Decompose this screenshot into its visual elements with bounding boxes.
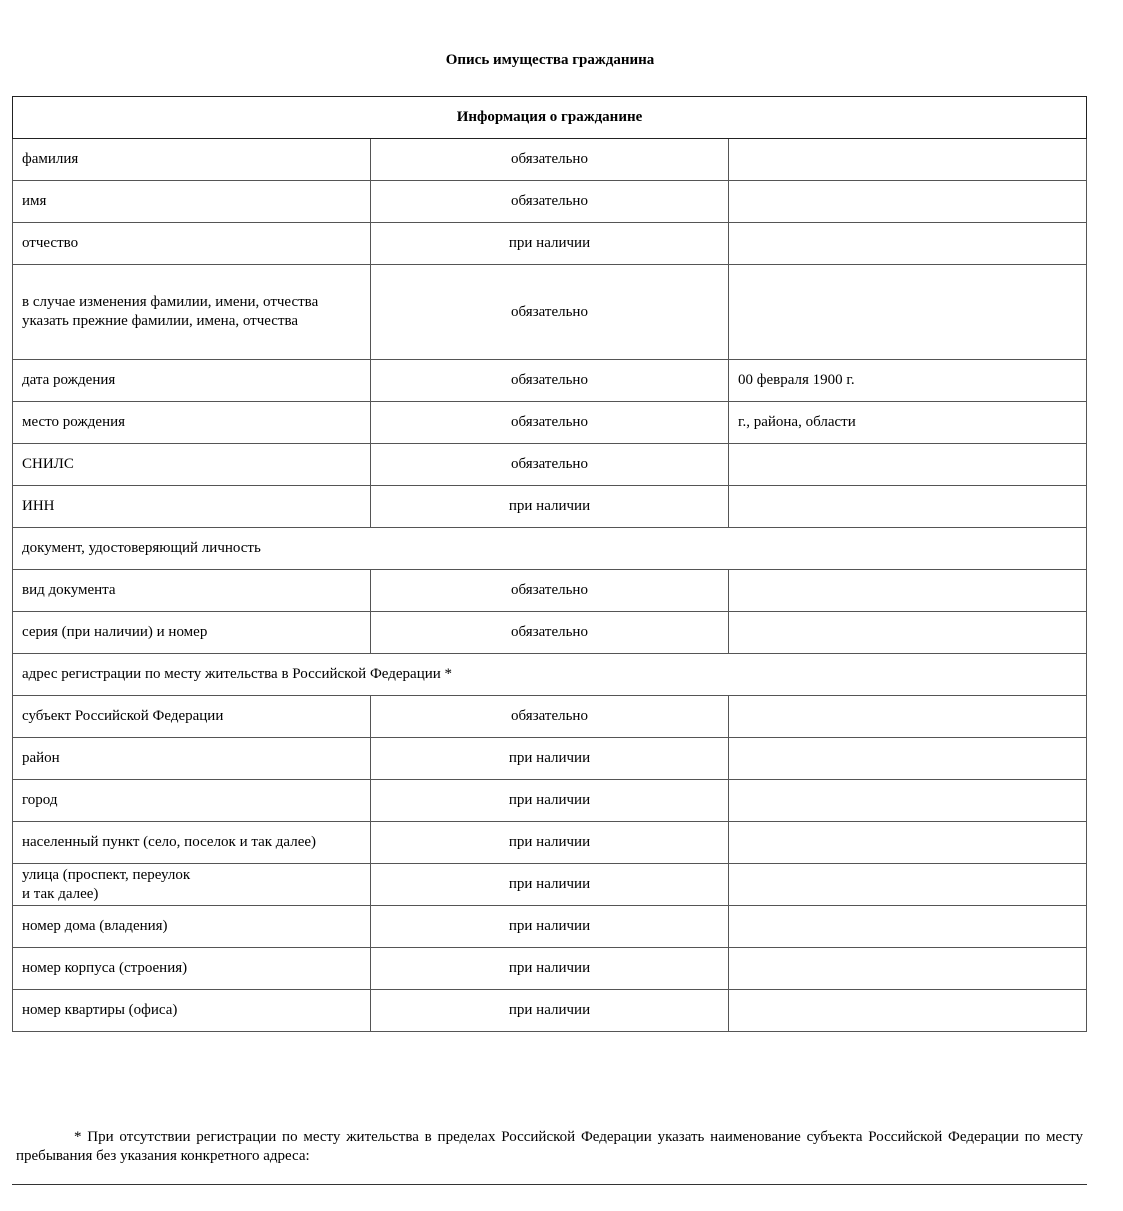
requirement-label: при наличии <box>371 780 729 822</box>
requirement-label: обязательно <box>371 696 729 738</box>
signature-line <box>12 1184 1087 1185</box>
requirement-label: при наличии <box>371 486 729 528</box>
field-row <box>13 864 1087 906</box>
requirement-label: обязательно <box>371 265 729 360</box>
requirement-label: при наличии <box>371 864 729 906</box>
requirement-label: при наличии <box>371 822 729 864</box>
field-row <box>13 990 1087 1032</box>
field-value[interactable] <box>729 223 1087 265</box>
requirement-label: при наличии <box>371 948 729 990</box>
field-value[interactable] <box>729 822 1087 864</box>
field-label: отчество <box>13 223 371 265</box>
subsection-label: адрес регистрации по месту жительства в Российской Федерации * <box>13 654 1087 696</box>
field-value[interactable] <box>729 990 1087 1032</box>
requirement-label: при наличии <box>371 906 729 948</box>
field-row <box>13 612 1087 654</box>
field-row <box>13 223 1087 265</box>
field-row <box>13 738 1087 780</box>
subsection-row <box>13 654 1087 696</box>
field-row <box>13 139 1087 181</box>
requirement-label: обязательно <box>371 444 729 486</box>
field-value[interactable] <box>729 139 1087 181</box>
field-label: ИНН <box>13 486 371 528</box>
field-label-line: и так далее) <box>22 885 99 902</box>
subsection-label: документ, удостоверяющий личность <box>13 528 1087 570</box>
field-label: город <box>13 780 371 822</box>
field-row <box>13 696 1087 738</box>
field-row <box>13 444 1087 486</box>
field-label: фамилия <box>13 139 371 181</box>
document-title: Опись имущества гражданина <box>445 52 655 68</box>
field-value[interactable] <box>729 265 1087 360</box>
field-label <box>13 864 371 906</box>
field-value[interactable]: 00 февраля 1900 г. <box>729 360 1087 402</box>
footnote: * При отсутствии регистрации по месту жительства в пределах Российской Федерации указать наименование субъекта Российской Федерации по месту пребывания без указания конкретного адреса: <box>16 1129 1083 1164</box>
field-value[interactable] <box>729 486 1087 528</box>
field-row <box>13 486 1087 528</box>
field-label: дата рождения <box>13 360 371 402</box>
field-label: субъект Российской Федерации <box>13 696 371 738</box>
field-value[interactable] <box>729 612 1087 654</box>
section-header: Информация о гражданине <box>13 97 1087 139</box>
field-value[interactable] <box>729 864 1087 906</box>
field-label-line: в случае изменения фамилии, имени, отчества <box>22 294 319 310</box>
requirement-label: обязательно <box>371 139 729 181</box>
section-header-row <box>13 97 1087 139</box>
field-value[interactable] <box>729 181 1087 223</box>
field-label: СНИЛС <box>13 444 371 486</box>
field-label <box>13 265 371 360</box>
field-row <box>13 780 1087 822</box>
field-label: имя <box>13 181 371 223</box>
field-row <box>13 948 1087 990</box>
field-value[interactable] <box>729 444 1087 486</box>
field-label: номер корпуса (строения) <box>13 948 371 990</box>
field-value[interactable] <box>729 570 1087 612</box>
field-label: номер дома (владения) <box>13 906 371 948</box>
field-label: район <box>13 738 371 780</box>
citizen-info-table <box>12 96 1087 1032</box>
field-row <box>13 906 1087 948</box>
field-label: серия (при наличии) и номер <box>13 612 371 654</box>
requirement-label: обязательно <box>371 612 729 654</box>
field-row <box>13 265 1087 360</box>
field-row <box>13 402 1087 444</box>
field-label-line: указать прежние фамилии, имена, отчества <box>22 313 299 329</box>
requirement-label: обязательно <box>371 181 729 223</box>
requirement-label: при наличии <box>371 990 729 1032</box>
field-label: вид документа <box>13 570 371 612</box>
field-row <box>13 822 1087 864</box>
field-label: номер квартиры (офиса) <box>13 990 371 1032</box>
field-value[interactable] <box>729 780 1087 822</box>
requirement-label: при наличии <box>371 223 729 265</box>
field-row <box>13 360 1087 402</box>
field-label: место рождения <box>13 402 371 444</box>
field-value[interactable]: г., района, области <box>729 402 1087 444</box>
field-value[interactable] <box>729 906 1087 948</box>
field-label: населенный пункт (село, поселок и так далее) <box>13 822 371 864</box>
requirement-label: при наличии <box>371 738 729 780</box>
subsection-row <box>13 528 1087 570</box>
field-row <box>13 181 1087 223</box>
field-value[interactable] <box>729 948 1087 990</box>
field-row <box>13 570 1087 612</box>
field-value[interactable] <box>729 738 1087 780</box>
requirement-label: обязательно <box>371 570 729 612</box>
field-label-line: улица (проспект, переулок <box>22 866 191 883</box>
requirement-label: обязательно <box>371 402 729 444</box>
field-value[interactable] <box>729 696 1087 738</box>
requirement-label: обязательно <box>371 360 729 402</box>
